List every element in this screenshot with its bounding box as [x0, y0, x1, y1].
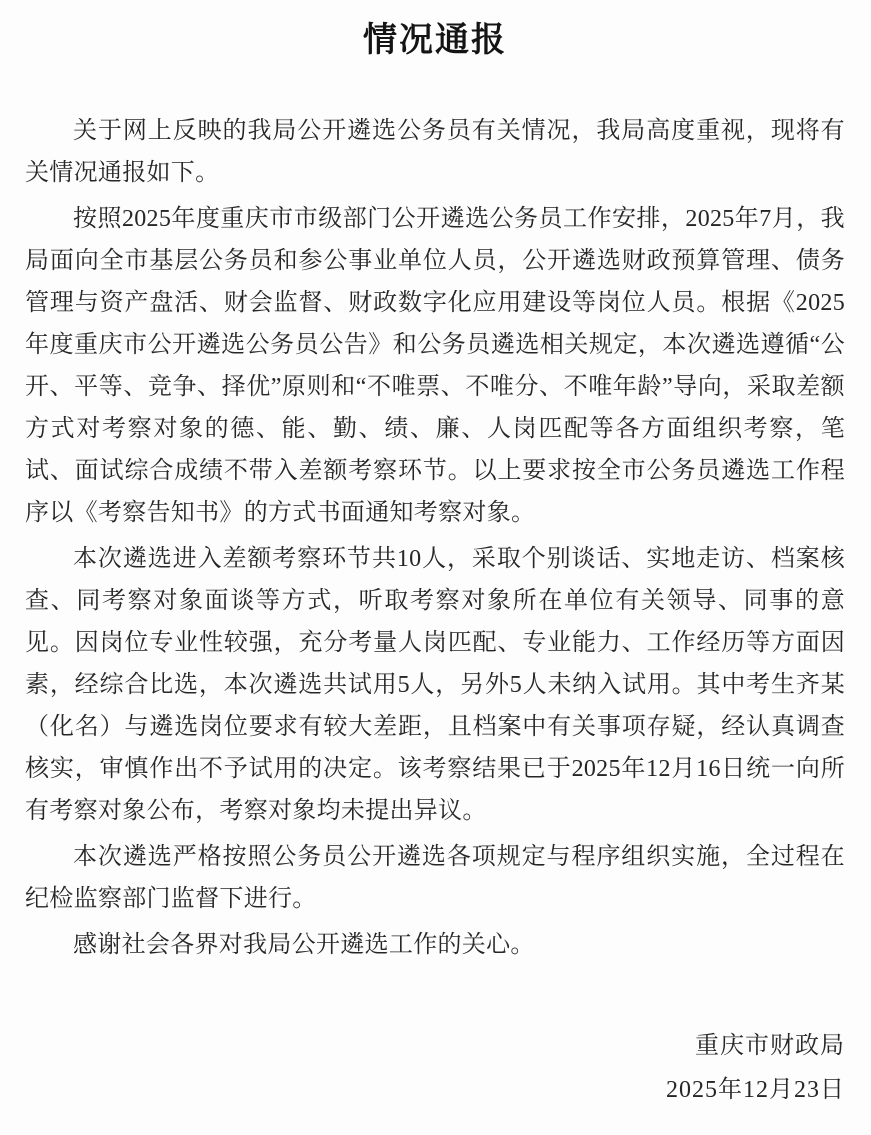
body-paragraph: 本次遴选严格按照公务员公开遴选各项规定与程序组织实施，全过程在纪检监察部门监督下进行。 — [25, 844, 845, 912]
signature-organization: 重庆市财政局 — [695, 1033, 845, 1059]
body-paragraph: 按照2025年度重庆市市级部门公开遴选公务员工作安排，2025年7月，我局面向全市基层公务员和参公事业单位人员，公开遴选财政预算管理、债务管理与资产盘活、财会监督、财政数字化应用建设等岗位人员。根据《2025年度重庆市公开遴选公务员公告》和公务员遴选相关规定，本次遴选遵循“公开、平等、竞争、择优”原则和“不唯票、不唯分、不唯年龄”导向，采取差额方式对考察对象的德、能、勤、绩、廉、人岗匹配等各方面组织考察，笔试、面试综合成绩不带入差额考察环节。以上要求按全市公务员遴选工作程序以《考察告知书》的方式书面通知考察对象。 — [25, 206, 845, 526]
signature-block — [25, 1024, 845, 1112]
document-body — [25, 110, 845, 966]
page-title: 情况通报 — [363, 22, 507, 59]
body-paragraph: 感谢社会各界对我局公开遴选工作的关心。 — [73, 932, 535, 958]
body-paragraph: 本次遴选进入差额考察环节共10人，采取个别谈话、实地走访、档案核查、同考察对象面谈等方式，听取考察对象所在单位有关领导、同事的意见。因岗位专业性较强，充分考量人岗匹配、专业能力、工作经历等方面因素，经综合比选，本次遴选共试用5人，另外5人未纳入试用。其中考生齐某（化名）与遴选岗位要求有较大差距，且档案中有关事项存疑，经认真调查核实，审慎作出不予试用的决定。该考察结果已于2025年12月16日统一向所有考察对象公布，考察对象均未提出异议。 — [25, 546, 845, 824]
body-paragraph: 关于网上反映的我局公开遴选公务员有关情况，我局高度重视，现将有关情况通报如下。 — [25, 118, 845, 186]
signature-date: 2025年12月23日 — [666, 1077, 845, 1103]
